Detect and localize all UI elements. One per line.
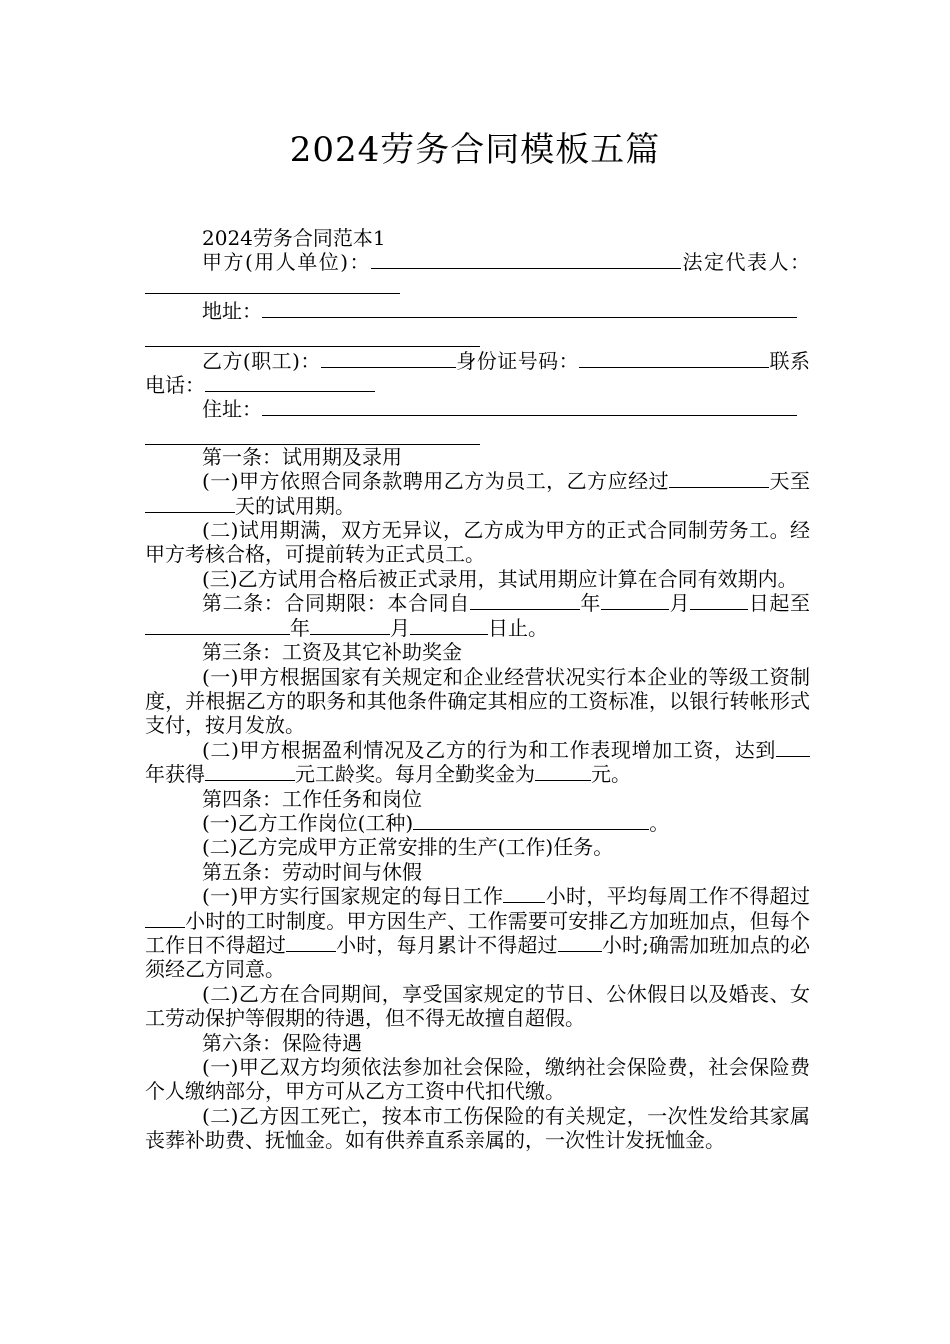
- residence-blank-cont: [145, 422, 480, 445]
- article-1-clause-3: (三)乙方试用合格后被正式录用，其试用期应计算在合同有效期内。: [202, 566, 798, 591]
- party-a-blank: [371, 250, 681, 269]
- article-4-clause-1: (一)乙方工作岗位(工种) 。: [202, 810, 670, 835]
- article-1-clause-2: (二)试用期满，双方无异议，乙方成为甲方的正式合同制劳务工。经甲方考核合格，可提前转为正式员工。: [145, 518, 810, 567]
- address-blank-cont: [145, 324, 480, 347]
- address-blank: [262, 299, 797, 318]
- article-4-clause-2: (二)乙方完成甲方正常安排的生产(工作)任务。: [202, 835, 614, 860]
- id-number-blank: [579, 349, 769, 368]
- article-2: 第二条：合同期限：本合同自 年 月 日起至年 月 日止。: [145, 591, 810, 640]
- article-5-title: 第五条：劳动时间与休假: [202, 859, 422, 884]
- article-5-clause-1: (一)甲方实行国家规定的每日工作 小时，平均每周工作不得超过小时的工时制度。甲方因生产、工作需要可安排乙方加班加点，但每个工作日不得超过 小时，每月累计不得超过 小时;确需加班加点的必须经乙方同意。: [145, 884, 811, 982]
- residence-blank: [262, 397, 797, 416]
- article-1-title: 第一条：试用期及录用: [202, 444, 402, 469]
- contract-body: [145, 226, 810, 1153]
- party-b-line: 乙方(职工)： 身份证号码： 联系电话：: [145, 348, 811, 398]
- address-line: 地址：: [145, 299, 810, 323]
- article-6-clause-2: (二)乙方因工死亡，按本市工伤保险的有关规定，一次性发给其家属丧葬补助费、抚恤金。如有供养直系亲属的，一次性计发抚恤金。: [145, 1103, 810, 1153]
- phone-blank: [205, 373, 375, 392]
- article-4-title: 第四条：工作任务和岗位: [202, 786, 422, 811]
- article-1-clause-1: (一)甲方依照合同条款聘用乙方为员工，乙方应经过 天至天的试用期。: [145, 469, 810, 518]
- article-5-clause-2: (二)乙方在合同期间，享受国家规定的节日、公休假日以及婚丧、女工劳动保护等假期的待遇，但不得无故擅自超假。: [145, 981, 810, 1031]
- page-title: 2024劳务合同模板五篇: [289, 130, 661, 170]
- party-a-line: 甲方(用人单位)： 法定代表人：: [145, 250, 810, 299]
- article-6-clause-1: (一)甲乙双方均须依法参加社会保险，缴纳社会保险费，社会保险费个人缴纳部分，甲方可从乙方工资中代扣代缴。: [145, 1055, 810, 1104]
- article-6-title: 第六条：保险待遇: [202, 1030, 362, 1055]
- contract-subtitle: 2024劳务合同范本1: [202, 226, 386, 250]
- party-b-blank: [321, 349, 456, 368]
- article-3-clause-2: (二)甲方根据盈利情况及乙方的行为和工作表现增加工资，达到年获得 元工龄奖。每月全勤奖金为 元。: [145, 738, 810, 787]
- article-3-title: 第三条：工资及其它补助奖金: [202, 640, 462, 665]
- residence-line: 住址：: [145, 397, 810, 421]
- legal-rep-blank: [145, 275, 400, 294]
- article-3-clause-1: (一)甲方根据国家有关规定和企业经营状况实行本企业的等级工资制度，并根据乙方的职务和其他条件确定其相应的工资标准，以银行转帐形式支付，按月发放。: [145, 664, 810, 738]
